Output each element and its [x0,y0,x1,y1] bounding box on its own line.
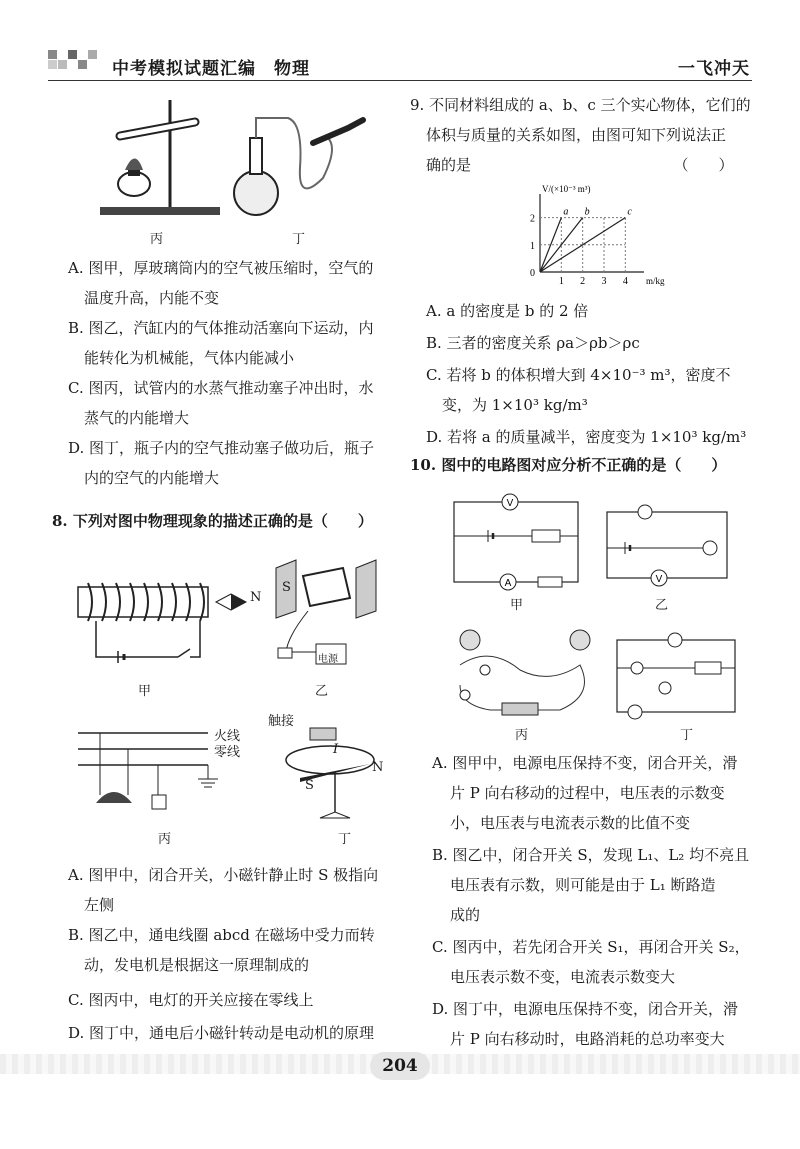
q8-ding-i-label: I [333,742,339,757]
q9-stem-line2: 体积与质量的关系如图，由图可知下列说法正 [426,126,727,144]
q10-option-c-line2: 电压表示数不变，电流表示数变大 [450,968,676,986]
q7-option-c-line1: C. 图丙，试管内的水蒸气推动塞子冲出时，水 [68,379,374,397]
y-tick-label: 2 [530,213,535,225]
x-axis-label: m/kg [646,276,665,286]
q8-option-b-line1: B. 图乙中，通电线圈 abcd 在磁场中受力而转 [68,926,375,944]
q8-stem: 8. 下列对图中物理现象的描述正确的是（ ） [52,512,373,530]
page-footer [0,1048,800,1088]
figure-q10-bing [450,625,600,720]
svg-text:V: V [506,498,514,509]
header-title: 中考模拟试题汇编 物理 [112,59,310,79]
q8-chujie-label: 触接 [268,714,295,729]
q10-option-a-line2: 片 P 向右移动的过程中，电压表的示数变 [450,784,725,802]
caption-q10-jia: 甲 [510,598,524,613]
q9-option-a: A. a 的密度是 b 的 2 倍 [426,302,589,320]
q8-yi-s-label: S [282,580,291,595]
q10-option-a-line3: 小，电压表与电流表示数的比值不变 [450,814,691,832]
q10-option-d-line1: D. 图丁中，电源电压保持不变，闭合开关，滑 [432,1000,739,1018]
q8-ding-s-label: S [305,778,314,793]
q8-option-b-line2: 动，发电机是根据这一原理制成的 [84,956,310,974]
figure-q10-yi [605,490,735,590]
caption-bing: 丙 [150,232,164,247]
q8-lingxian-label: 零线 [214,745,241,760]
q10-option-d-line2: 片 P 向右移动时，电路消耗的总功率变大 [450,1030,725,1048]
q8-ding-n-label: N [372,760,384,775]
y-tick-label: 1 [530,240,535,252]
q9-stem-line3: 确的是 （ ） [426,156,734,174]
q8-option-d: D. 图丁中，通电后小磁针转动是电动机的原理 [68,1024,375,1042]
q9-option-c-line2: 变，为 1×10³ kg/m³ [442,396,588,414]
q8-jia-n-label: N [250,590,262,605]
x-tick-label: 4 [622,276,628,287]
header-brand: 一飞冲天 [678,59,750,79]
y-axis-label: V/(×10⁻³ m³) [542,184,591,194]
caption-q8-ding: 丁 [338,832,352,847]
caption-q10-bing: 丙 [515,728,529,743]
q9-option-c-line1: C. 若将 b 的体积增大到 4×10⁻³ m³，密度不 [426,366,731,384]
series-label-c: c [627,206,632,218]
caption-q8-jia: 甲 [138,684,152,699]
q7-option-b-line1: B. 图乙，汽缸内的气体推动活塞向下运动，内 [68,319,374,337]
series-line-a [540,218,561,272]
q9-option-d: D. 若将 a 的质量减半，密度变为 1×10³ kg/m³ [426,428,747,446]
q8-yi-dianyuan-label: 电源 [318,654,338,665]
q10-option-b-line1: B. 图乙中，闭合开关 S，发现 L₁、L₂ 均不亮且 [432,846,750,864]
q9-stem-line1: 9. 不同材料组成的 a、b、c 三个实心物体，它们的 [410,96,751,114]
figure-q8-jia [78,575,278,665]
q10-option-b-line2: 电压表有示数，则可能是由于 L₁ 断路造 [450,876,716,894]
caption-q8-bing: 丙 [158,832,172,847]
figure-q10-jia [452,488,592,588]
header-rule [48,80,752,81]
figure-q7-ding [228,108,368,223]
q8-option-c: C. 图丙中，电灯的开关应接在零线上 [68,991,314,1009]
x-tick-label: 2 [580,276,586,287]
caption-q10-yi: 乙 [655,598,669,613]
q10-option-a-line1: A. 图甲中，电源电压保持不变，闭合开关，滑 [432,754,738,772]
q7-option-b-line2: 能转化为机械能，气体内能减小 [84,349,295,367]
q7-option-d-line1: D. 图丁，瓶子内的空气推动塞子做功后，瓶子 [68,439,375,457]
figure-q8-ding [280,720,390,830]
x-tick-label: 3 [601,276,607,287]
q8-option-a-line2: 左侧 [84,896,115,914]
svg-text:A: A [504,578,512,589]
q10-option-b-line3: 成的 [450,906,481,924]
q7-option-c-line2: 蒸气的内能增大 [84,409,190,427]
figure-q10-ding [615,630,745,720]
q8-huoxian-label: 火线 [214,729,241,744]
q10-option-c-line1: C. 图丙中，若先闭合开关 S₁，再闭合开关 S₂， [432,938,750,956]
svg-text:V: V [655,574,663,585]
y-tick-label: 0 [530,268,535,279]
q8-option-a-line1: A. 图甲中，闭合开关，小磁针静止时 S 极指向 [68,866,379,884]
series-label-b: b [584,206,590,218]
page-number: 204 [370,1052,430,1080]
x-tick-label: 1 [558,276,564,287]
page-header [0,0,800,86]
caption-ding: 丁 [292,232,306,247]
q9-volume-mass-chart [520,184,665,290]
series-label-a: a [563,206,569,218]
q9-option-b: B. 三者的密度关系 ρa＞ρb＞ρc [426,334,640,352]
q7-option-a-line1: A. 图甲，厚玻璃筒内的空气被压缩时，空气的 [68,259,374,277]
q7-option-a-line2: 温度升高，内能不变 [84,289,220,307]
caption-q8-yi: 乙 [315,684,329,699]
figure-q7-bing [95,92,225,222]
q10-stem: 10. 图中的电路图对应分析不正确的是（ ） [410,456,727,474]
q7-option-d-line2: 内的空气的内能增大 [84,469,220,487]
caption-q10-ding: 丁 [680,728,694,743]
